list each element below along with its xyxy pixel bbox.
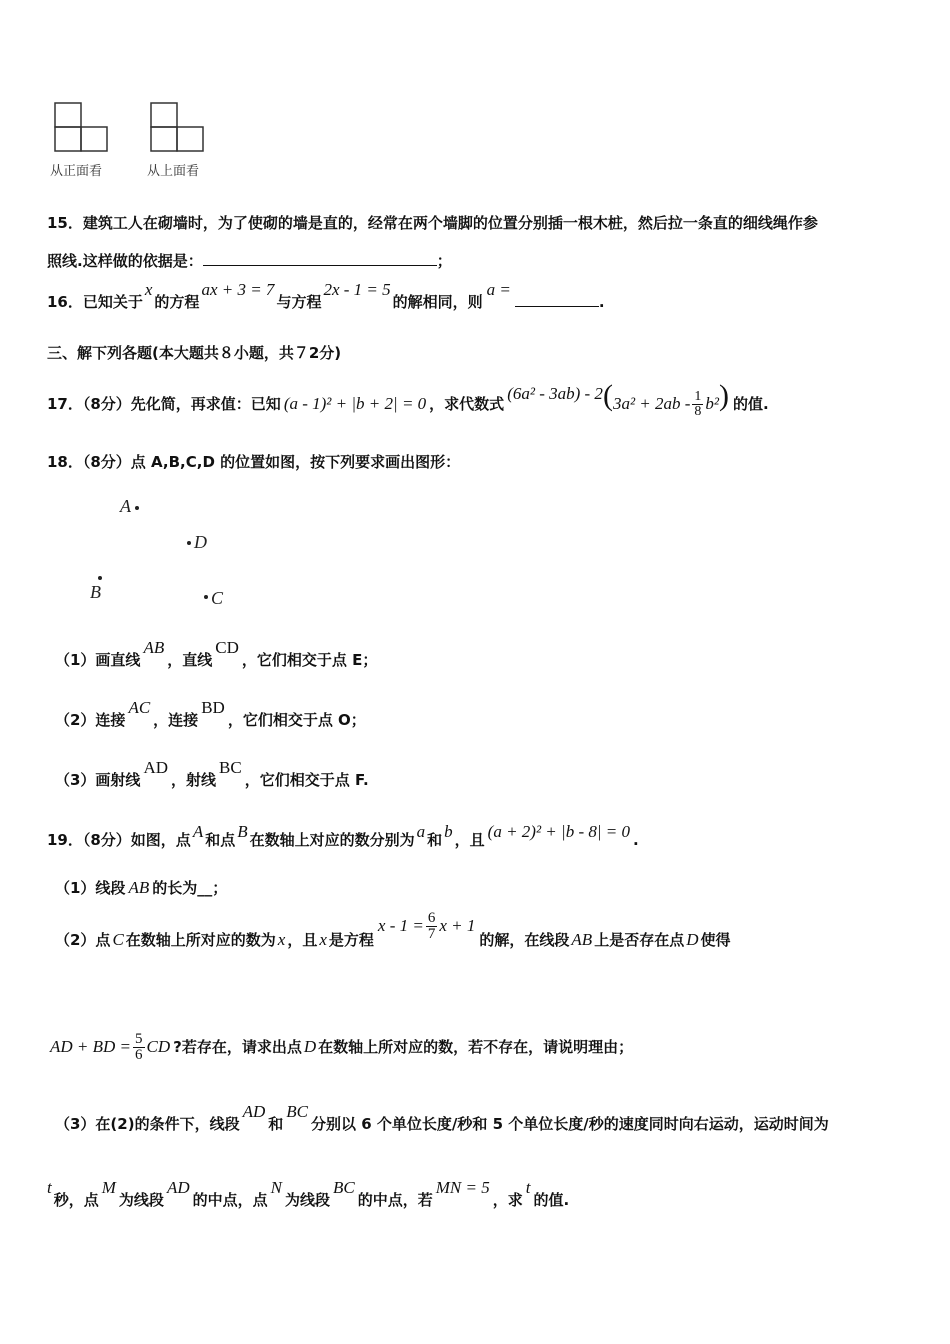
- top-view-figure: [148, 100, 208, 155]
- point-c-label: C: [211, 588, 224, 608]
- point-b-dot: [98, 576, 102, 580]
- q18-sub3: （3）画射线AD，射线BC，它们相交于点 F.: [55, 758, 369, 789]
- q19-sub2-line2: AD + BD = $\frac{5}{6}$ CD ?若存在，请求出点 D 在数轴上所对应的数，若不存在，请说明理由；: [50, 1031, 634, 1063]
- q19-sub2-line1: （2）点 C 在数轴上所对应的数为 x ，且 x 是方程x - 1 = $\frac{6}{7}$ x + 1的解，在线段 AB 上是否存在点 D 使得: [55, 910, 731, 949]
- section3-title: 三、解下列各题(本大题共８小题，共７2分): [47, 344, 342, 362]
- q16-line: 16．已知关于x的方程ax + 3 = 7与方程2x - 1 = 5的解相同，则a =.: [47, 280, 605, 311]
- point-a-dot: [135, 506, 139, 510]
- front-view-figure: [52, 100, 112, 155]
- q15-line1: 15．建筑工人在砌墙时，为了使砌的墙是直的，经常在两个墙脚的位置分别插一根木桩，然后拉一条直的细线绳作参: [47, 214, 818, 232]
- point-d-label: D: [194, 532, 207, 552]
- q15-answer-blank: [203, 251, 437, 266]
- q19-sub1: （1）线段 AB 的长为__；: [55, 878, 228, 897]
- front-view-caption: 从正面看: [50, 164, 103, 179]
- q19-sub3-line2: t秒，点M为线段AD的中点，点N为线段BC的中点，若MN = 5，求t的值.: [47, 1178, 570, 1209]
- q15-line2: 照线.这样做的依据是： ；: [47, 252, 452, 270]
- point-d-dot: [187, 541, 191, 545]
- point-b-label: B: [90, 582, 101, 602]
- point-a-label: A: [120, 496, 131, 516]
- q19-stem: 19．（8分）如图，点 A 和点 B 在数轴上对应的数分别为 a 和 b ，且 (a + 2)² + |b - 8| = 0 .: [47, 822, 639, 849]
- q18-sub2: （2）连接AC，连接BD，它们相交于点 O；: [55, 698, 366, 729]
- q18-stem: 18．（8分）点 A,B,C,D 的位置如图，按下列要求画出图形：: [47, 453, 461, 471]
- q17-line: 17．（8分）先化简，再求值：已知 (a - 1)² + |b + 2| = 0 ，求代数式(6a² - 3ab) - 2(3a² + 2ab - $\frac{1}{8}$ b²) 的值.: [47, 379, 769, 419]
- top-view-caption: 从上面看: [147, 164, 200, 179]
- q18-sub1: （1）画直线AB，直线CD，它们相交于点 E；: [55, 638, 378, 669]
- q16-answer-blank: [515, 292, 599, 307]
- point-c-dot: [204, 595, 208, 599]
- q19-sub3-line1: （3）在(2)的条件下，线段AD和BC分别以 6 个单位长度/秒和 5 个单位长度/秒的速度同时向右运动，运动时间为: [55, 1102, 829, 1133]
